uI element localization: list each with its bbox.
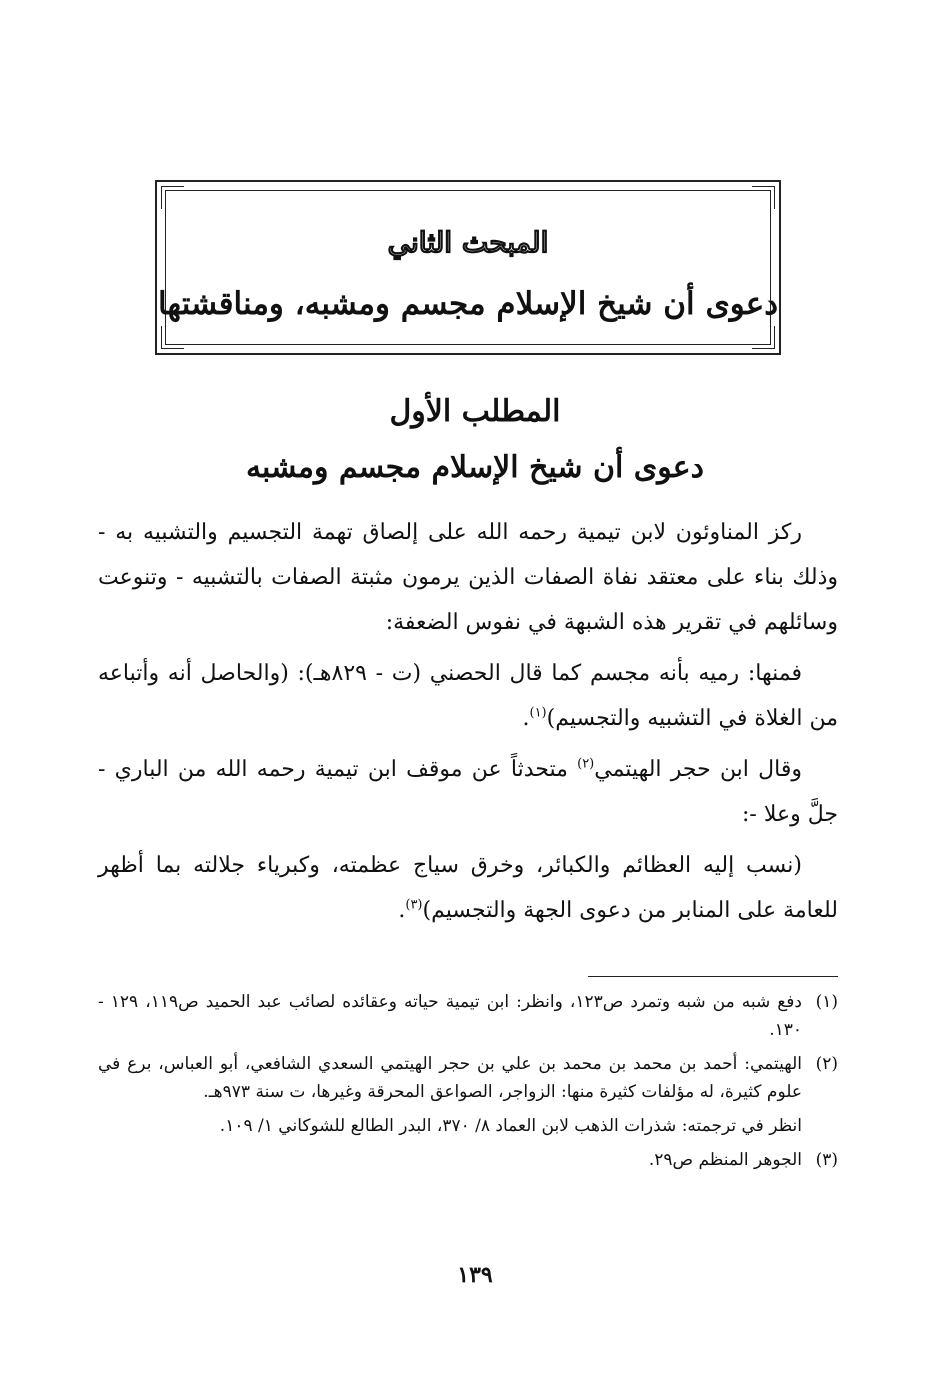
frame-corner-ornament	[752, 186, 775, 209]
paragraph-2-end: .	[522, 706, 530, 731]
paragraph-4-end: .	[398, 898, 406, 923]
paragraph-3	[98, 747, 838, 837]
footnote-number: (٣)	[815, 1150, 838, 1170]
paragraph-4	[98, 843, 838, 933]
frame-corner-ornament	[161, 186, 184, 209]
paragraph-3-text-b: متحدثاً عن موقف ابن تيمية رحمه الله من الباري - جلَّ وعلا -:	[98, 757, 838, 827]
frame-corner-ornament	[752, 326, 775, 349]
footnotes	[98, 988, 838, 1180]
footnote-ref-1[interactable]: (١)	[529, 705, 547, 721]
footnote-text: الهيتمي: أحمد بن محمد بن محمد بن علي بن حجر الهيتمي السعدي الشافعي، أبو العباس، برع في علوم كثيرة، له مؤلفات كثيرة منها: الزواجر، الصواعق المحرقة وغيرها، ت سنة ٩٧٣هـ.	[98, 1054, 802, 1102]
footnote-number: (٢)	[815, 1054, 838, 1074]
chapter-title-frame	[155, 180, 781, 355]
footnote-separator	[588, 976, 838, 977]
footnote-2	[98, 1050, 838, 1106]
footnote-text: دفع شبه من شبه وتمرد ص١٢٣، وانظر: ابن تيمية حياته وعقائده لصائب عبد الحميد ص١١٩، ١٢٩ - ١٣٠.	[98, 992, 802, 1040]
footnote-number: (١)	[815, 992, 838, 1012]
body-text	[98, 510, 838, 939]
footnote-2-continuation: انظر في ترجمته: شذرات الذهب لابن العماد ٨/ ٣٧٠، البدر الطالع للشوكاني ١/ ١٠٩.	[219, 1116, 802, 1136]
paragraph-1: ركز المناوئون لابن تيمية رحمه الله على إلصاق تهمة التجسيم والتشبيه به - وذلك بناء على معتقد نفاة الصفات الذين يرمون مثبتة الصفات بالتشبيه - وتنوعت وسائلهم في تقرير هذه الشبهة في نفوس الضعفة:	[98, 520, 838, 635]
chapter-subtitle: دعوى أن شيخ الإسلام مجسم ومشبه، ومناقشتها	[157, 286, 779, 322]
footnote-ref-3[interactable]: (٣)	[405, 897, 423, 913]
section-subtitle: دعوى أن شيخ الإسلام مجسم ومشبه	[245, 450, 705, 485]
footnote-text: الجوهر المنظم ص٢٩.	[648, 1150, 802, 1170]
footnote-1	[98, 988, 838, 1044]
chapter-title: المبحث الثاني	[387, 226, 549, 259]
frame-corner-ornament	[161, 326, 184, 349]
section-title: المطلب الأول	[389, 394, 561, 429]
paragraph-2-text: فمنها: رميه بأنه مجسم كما قال الحصني (ت - ٨٢٩هـ): (والحاصل أنه وأتباعه من الغلاة في التشبيه والتجسيم)	[98, 661, 838, 731]
footnote-ref-2[interactable]: (٢)	[577, 756, 595, 772]
footnote-3	[98, 1146, 838, 1174]
paragraph-3-text-a: وقال ابن حجر الهيتمي	[594, 757, 802, 782]
paragraph-4-text: (نسب إليه العظائم والكبائر، وخرق سياج عظمته، وكبرياء جلالته بما أظهر للعامة على المنابر من دعوى الجهة والتجسيم)	[98, 853, 838, 923]
paragraph-2	[98, 651, 838, 741]
page-number: ١٣٩	[457, 1262, 493, 1288]
